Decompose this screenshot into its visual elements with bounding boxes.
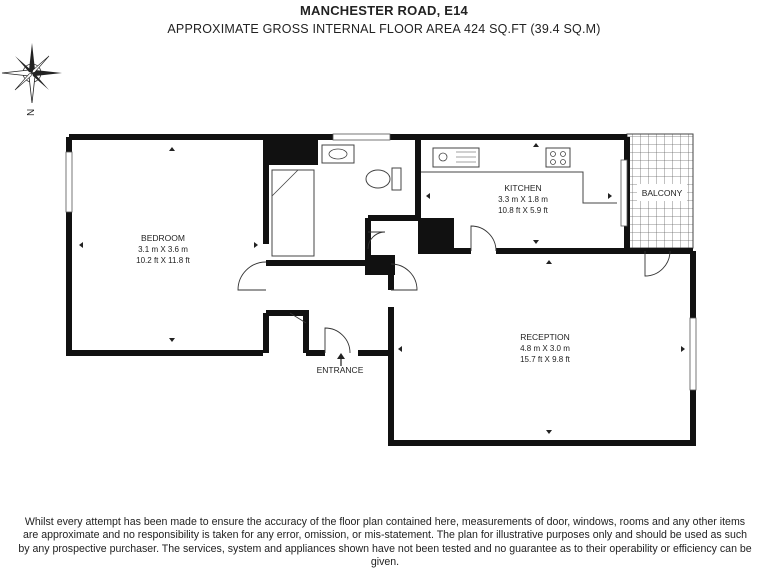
column-block-2 bbox=[368, 255, 395, 275]
wc bbox=[392, 168, 401, 190]
walls bbox=[69, 137, 693, 443]
room-name-balcony: BALCONY bbox=[641, 188, 683, 198]
disclaimer-text: Whilst every attempt has been made to ensure the accuracy of the floor plan contained here, measurements of door, windows, rooms and any other items are approximate and no responsibility is taken for any error, omission, or mis-statement. The plan for illustrative purposes only and should be used as such by any prospective purchaser. The services, system and appliances shown have not been tested and no guarantee as to their operability or efficiency can be given. bbox=[18, 516, 752, 569]
room-imperial-kitchen: 10.8 ft X 5.9 ft bbox=[498, 206, 548, 215]
room-name-bedroom: BEDROOM bbox=[141, 233, 185, 243]
hob bbox=[546, 148, 570, 167]
compass-north-label: N bbox=[26, 108, 37, 116]
duct-block bbox=[266, 137, 318, 165]
page-title: MANCHESTER ROAD, E14 bbox=[300, 3, 468, 18]
room-metric-kitchen: 3.3 m X 1.8 m bbox=[498, 195, 548, 204]
room-metric-bedroom: 3.1 m X 3.6 m bbox=[138, 245, 188, 254]
bath bbox=[272, 170, 314, 256]
floor-area-subtitle: APPROXIMATE GROSS INTERNAL FLOOR AREA 424 SQ.FT (39.4 SQ.M) bbox=[167, 22, 601, 36]
room-name-kitchen: KITCHEN bbox=[504, 183, 542, 193]
column-block bbox=[418, 218, 454, 251]
room-imperial-reception: 15.7 ft X 9.8 ft bbox=[520, 355, 570, 364]
kitchen-sink bbox=[433, 148, 479, 167]
compass-rose-icon bbox=[2, 43, 62, 103]
basin bbox=[322, 145, 354, 163]
entrance-label: ENTRANCE bbox=[316, 365, 364, 375]
room-imperial-bedroom: 10.2 ft X 11.8 ft bbox=[136, 256, 190, 265]
dimension-markers bbox=[79, 143, 685, 434]
room-metric-reception: 4.8 m X 3.0 m bbox=[520, 344, 570, 353]
room-name-reception: RECEPTION bbox=[520, 332, 570, 342]
